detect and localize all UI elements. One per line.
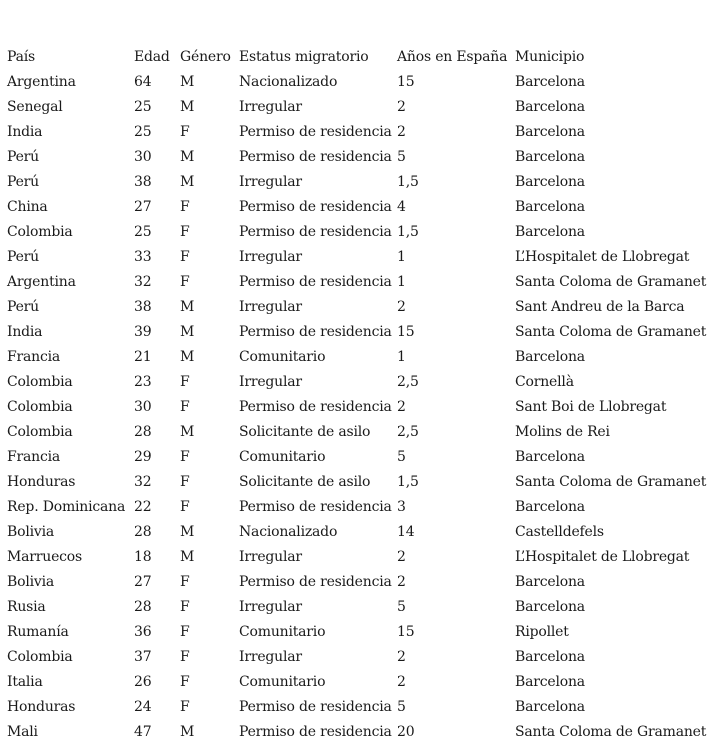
cell-genero: M xyxy=(180,148,195,165)
cell-edad: 36 xyxy=(134,623,152,640)
cell-anos: 1 xyxy=(397,273,406,290)
table-row xyxy=(7,494,711,519)
table-row xyxy=(7,369,711,394)
cell-edad: 28 xyxy=(134,523,152,540)
cell-pais: Francia xyxy=(7,348,61,365)
cell-municipio: Barcelona xyxy=(515,198,585,215)
cell-anos: 2 xyxy=(397,673,406,690)
cell-edad: 18 xyxy=(134,548,152,565)
cell-edad: 28 xyxy=(134,598,152,615)
cell-estatus: Irregular xyxy=(239,248,302,265)
cell-anos: 1 xyxy=(397,248,406,265)
cell-anos: 1,5 xyxy=(397,223,419,240)
table-row xyxy=(7,144,711,169)
cell-municipio: Barcelona xyxy=(515,448,585,465)
cell-estatus: Solicitante de asilo xyxy=(239,473,371,490)
cell-genero: F xyxy=(180,673,190,690)
cell-anos: 14 xyxy=(397,523,415,540)
cell-municipio: Barcelona xyxy=(515,648,585,665)
cell-genero: M xyxy=(180,298,195,315)
cell-edad: 25 xyxy=(134,223,152,240)
cell-municipio: Barcelona xyxy=(515,673,585,690)
cell-pais: Bolivia xyxy=(7,573,55,590)
cell-anos: 2,5 xyxy=(397,373,419,390)
cell-municipio: Santa Coloma de Gramanet xyxy=(515,273,707,290)
cell-estatus: Irregular xyxy=(239,648,302,665)
cell-genero: M xyxy=(180,523,195,540)
table-row xyxy=(7,344,711,369)
cell-estatus: Permiso de residencia xyxy=(239,148,392,165)
table-row xyxy=(7,619,711,644)
table-row xyxy=(7,219,711,244)
table-row xyxy=(7,569,711,594)
cell-estatus: Irregular xyxy=(239,548,302,565)
cell-pais: Italia xyxy=(7,673,43,690)
cell-anos: 5 xyxy=(397,148,406,165)
table-row xyxy=(7,294,711,319)
cell-edad: 27 xyxy=(134,573,152,590)
cell-genero: F xyxy=(180,573,190,590)
cell-estatus: Permiso de residencia xyxy=(239,323,392,340)
table-row xyxy=(7,94,711,119)
table-row xyxy=(7,194,711,219)
cell-edad: 22 xyxy=(134,498,152,515)
cell-municipio: Barcelona xyxy=(515,348,585,365)
cell-anos: 2 xyxy=(397,573,406,590)
data-table xyxy=(7,44,711,744)
cell-estatus: Solicitante de asilo xyxy=(239,423,371,440)
cell-edad: 28 xyxy=(134,423,152,440)
cell-pais: China xyxy=(7,198,48,215)
cell-anos: 15 xyxy=(397,323,415,340)
cell-estatus: Comunitario xyxy=(239,448,326,465)
cell-anos: 15 xyxy=(397,623,415,640)
cell-edad: 25 xyxy=(134,123,152,140)
table-row xyxy=(7,644,711,669)
header-municipio: Municipio xyxy=(515,48,585,65)
table-row xyxy=(7,69,711,94)
cell-estatus: Nacionalizado xyxy=(239,523,338,540)
cell-edad: 30 xyxy=(134,148,152,165)
cell-edad: 64 xyxy=(134,73,152,90)
cell-municipio: Barcelona xyxy=(515,148,585,165)
cell-municipio: Santa Coloma de Gramanet xyxy=(515,323,707,340)
cell-anos: 4 xyxy=(397,198,406,215)
cell-genero: F xyxy=(180,373,190,390)
table-row xyxy=(7,694,711,719)
cell-edad: 27 xyxy=(134,198,152,215)
table-row xyxy=(7,269,711,294)
cell-estatus: Permiso de residencia xyxy=(239,398,392,415)
cell-municipio: Ripollet xyxy=(515,623,569,640)
cell-municipio: Sant Andreu de la Barca xyxy=(515,298,685,315)
cell-genero: M xyxy=(180,348,195,365)
cell-edad: 37 xyxy=(134,648,152,665)
header-estatus: Estatus migratorio xyxy=(239,48,369,65)
cell-genero: M xyxy=(180,98,195,115)
cell-edad: 24 xyxy=(134,698,152,715)
cell-anos: 1,5 xyxy=(397,473,419,490)
table-row xyxy=(7,244,711,269)
cell-genero: F xyxy=(180,448,190,465)
cell-estatus: Irregular xyxy=(239,298,302,315)
cell-genero: F xyxy=(180,498,190,515)
cell-pais: Bolivia xyxy=(7,523,55,540)
cell-estatus: Comunitario xyxy=(239,673,326,690)
cell-estatus: Nacionalizado xyxy=(239,73,338,90)
cell-municipio: Barcelona xyxy=(515,98,585,115)
cell-edad: 25 xyxy=(134,98,152,115)
cell-anos: 3 xyxy=(397,498,406,515)
table-row xyxy=(7,594,711,619)
cell-edad: 32 xyxy=(134,273,152,290)
cell-estatus: Permiso de residencia xyxy=(239,273,392,290)
table-row xyxy=(7,444,711,469)
cell-edad: 21 xyxy=(134,348,152,365)
cell-genero: F xyxy=(180,598,190,615)
cell-genero: F xyxy=(180,473,190,490)
cell-anos: 2 xyxy=(397,98,406,115)
cell-municipio: Barcelona xyxy=(515,573,585,590)
cell-estatus: Permiso de residencia xyxy=(239,498,392,515)
cell-anos: 2 xyxy=(397,548,406,565)
cell-estatus: Permiso de residencia xyxy=(239,123,392,140)
cell-pais: Colombia xyxy=(7,398,73,415)
cell-genero: F xyxy=(180,648,190,665)
cell-genero: M xyxy=(180,423,195,440)
cell-anos: 2 xyxy=(397,123,406,140)
cell-genero: F xyxy=(180,223,190,240)
table-row xyxy=(7,469,711,494)
cell-edad: 38 xyxy=(134,173,152,190)
cell-municipio: Sant Boi de Llobregat xyxy=(515,398,667,415)
cell-genero: F xyxy=(180,123,190,140)
table-row xyxy=(7,544,711,569)
cell-municipio: Barcelona xyxy=(515,223,585,240)
cell-edad: 30 xyxy=(134,398,152,415)
cell-estatus: Irregular xyxy=(239,173,302,190)
cell-genero: F xyxy=(180,248,190,265)
cell-genero: F xyxy=(180,273,190,290)
cell-municipio: Castelldefels xyxy=(515,523,604,540)
cell-municipio: Barcelona xyxy=(515,498,585,515)
cell-anos: 2 xyxy=(397,398,406,415)
cell-municipio: Santa Coloma de Gramanet xyxy=(515,723,707,740)
cell-pais: Mali xyxy=(7,723,38,740)
cell-estatus: Comunitario xyxy=(239,348,326,365)
cell-pais: Argentina xyxy=(7,73,76,90)
cell-pais: Honduras xyxy=(7,698,76,715)
cell-municipio: Santa Coloma de Gramanet xyxy=(515,473,707,490)
cell-anos: 2,5 xyxy=(397,423,419,440)
cell-municipio: Barcelona xyxy=(515,73,585,90)
cell-estatus: Permiso de residencia xyxy=(239,223,392,240)
cell-anos: 2 xyxy=(397,648,406,665)
table-row xyxy=(7,119,711,144)
table-row xyxy=(7,169,711,194)
cell-edad: 38 xyxy=(134,298,152,315)
cell-edad: 23 xyxy=(134,373,152,390)
cell-anos: 15 xyxy=(397,73,415,90)
cell-municipio: Barcelona xyxy=(515,698,585,715)
cell-edad: 47 xyxy=(134,723,152,740)
cell-pais: Colombia xyxy=(7,373,73,390)
table-row xyxy=(7,669,711,694)
cell-pais: Argentina xyxy=(7,273,76,290)
cell-anos: 1,5 xyxy=(397,173,419,190)
cell-estatus: Permiso de residencia xyxy=(239,573,392,590)
header-edad: Edad xyxy=(134,48,170,65)
cell-pais: Colombia xyxy=(7,223,73,240)
cell-pais: Francia xyxy=(7,448,61,465)
cell-municipio: Molins de Rei xyxy=(515,423,610,440)
cell-municipio: Barcelona xyxy=(515,173,585,190)
table-row xyxy=(7,319,711,344)
cell-edad: 32 xyxy=(134,473,152,490)
cell-pais: Perú xyxy=(7,248,39,265)
cell-pais: Colombia xyxy=(7,423,73,440)
cell-edad: 33 xyxy=(134,248,152,265)
cell-pais: Honduras xyxy=(7,473,76,490)
table-body xyxy=(7,69,711,744)
table-row xyxy=(7,394,711,419)
cell-anos: 5 xyxy=(397,448,406,465)
cell-genero: M xyxy=(180,73,195,90)
cell-pais: Senegal xyxy=(7,98,63,115)
cell-edad: 26 xyxy=(134,673,152,690)
cell-genero: M xyxy=(180,723,195,740)
cell-genero: M xyxy=(180,173,195,190)
cell-pais: India xyxy=(7,123,43,140)
cell-estatus: Irregular xyxy=(239,98,302,115)
cell-genero: F xyxy=(180,623,190,640)
cell-pais: Rusia xyxy=(7,598,46,615)
table-row xyxy=(7,719,711,744)
cell-anos: 2 xyxy=(397,298,406,315)
cell-estatus: Permiso de residencia xyxy=(239,723,392,740)
cell-pais: India xyxy=(7,323,43,340)
cell-pais: Perú xyxy=(7,298,39,315)
cell-estatus: Irregular xyxy=(239,598,302,615)
cell-pais: Colombia xyxy=(7,648,73,665)
cell-genero: M xyxy=(180,548,195,565)
cell-municipio: L’Hospitalet de Llobregat xyxy=(515,248,690,265)
cell-municipio: Cornellà xyxy=(515,373,574,390)
cell-edad: 29 xyxy=(134,448,152,465)
cell-anos: 5 xyxy=(397,598,406,615)
cell-municipio: Barcelona xyxy=(515,598,585,615)
cell-pais: Rep. Dominicana xyxy=(7,498,126,515)
cell-edad: 39 xyxy=(134,323,152,340)
cell-genero: F xyxy=(180,698,190,715)
cell-anos: 20 xyxy=(397,723,415,740)
table-row xyxy=(7,419,711,444)
cell-anos: 1 xyxy=(397,348,406,365)
cell-estatus: Permiso de residencia xyxy=(239,198,392,215)
cell-anos: 5 xyxy=(397,698,406,715)
table-row xyxy=(7,519,711,544)
table-header-row xyxy=(7,44,711,69)
header-anos: Años en España xyxy=(397,48,508,65)
cell-pais: Perú xyxy=(7,148,39,165)
cell-municipio: Barcelona xyxy=(515,123,585,140)
cell-estatus: Permiso de residencia xyxy=(239,698,392,715)
cell-estatus: Comunitario xyxy=(239,623,326,640)
cell-municipio: L’Hospitalet de Llobregat xyxy=(515,548,690,565)
cell-pais: Marruecos xyxy=(7,548,83,565)
header-pais: País xyxy=(7,48,35,65)
cell-genero: F xyxy=(180,398,190,415)
cell-pais: Rumanía xyxy=(7,623,69,640)
header-genero: Género xyxy=(180,48,231,65)
cell-estatus: Irregular xyxy=(239,373,302,390)
cell-pais: Perú xyxy=(7,173,39,190)
cell-genero: M xyxy=(180,323,195,340)
cell-genero: F xyxy=(180,198,190,215)
